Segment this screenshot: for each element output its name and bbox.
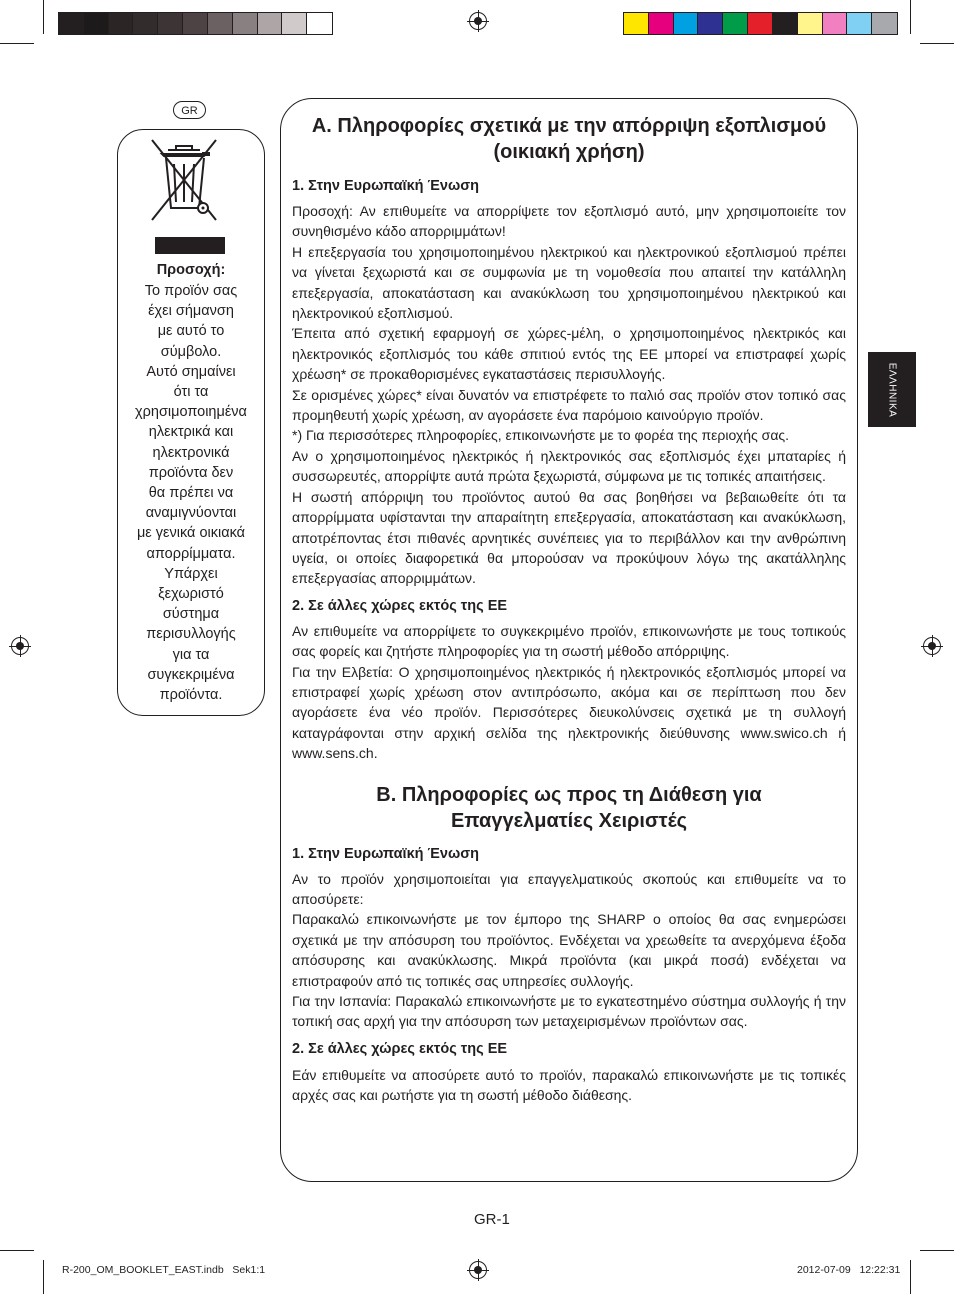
section-a-paragraph: Έπειτα από σχετική εφαρμογή σε χώρες-μέλη, ο χρησιμοποιημένος ηλεκτρικός και ηλεκτρονικός εξοπλισμός του κάθε σπιτιού εντός της ΕΕ μπορεί να επιστραφεί χωρίς χρέωση* σε προκαθορισμένες εγκαταστάσεις περισυλλογής. xyxy=(292,325,846,383)
section-a-paragraph: Αν ο χρησιμοποιημένος ηλεκτρικός ή ηλεκτρονικός σας εξοπλισμός έχει μπαταρίες ή συσσωρευτές, απορρίψτε αυτά πρώτα ξεχωριστά, σύμφωνα με τις τοπικές απαιτήσεις. xyxy=(292,447,846,485)
crop-mark xyxy=(43,1260,44,1294)
warning-line: Το προϊόν σας xyxy=(144,283,238,299)
color-swatch xyxy=(208,13,233,34)
print-slug-date: 2012-07-09 12:22:31 xyxy=(797,1264,901,1276)
section-a-subheading-eu: 1. Στην Ευρωπαϊκή Ένωση xyxy=(292,178,479,194)
section-b-paragraph: Για την Ισπανία: Παρακαλώ επικοινωνήστε με το εγκατεστημένο σύστημα συλλογής ή την τοπική σας αρχή για την απόσυρση των μεταχειρισμένων προϊόντων σας. xyxy=(292,993,846,1030)
color-swatch xyxy=(649,13,674,34)
grayscale-color-bar xyxy=(58,12,333,35)
warning-line: ηλεκτρονικά xyxy=(152,444,230,461)
registration-mark-icon xyxy=(11,637,29,655)
warning-line: χρησιμοποιημένα xyxy=(135,404,247,421)
section-a-title: A. Πληροφορίες σχετικά με την απόρριψη εξοπλισμού (οικιακή χρήση) xyxy=(311,115,827,163)
warning-line: απορρίμματα. xyxy=(146,545,236,562)
section-a-paragraph: Η επεξεργασία του χρησιμοποιημένου ηλεκτρικού και ηλεκτρονικού εξοπλισμού πρέπει να γίνεται ξεχωριστά και σε συμφωνία με τη νομοθεσία που απαιτεί την κατάλληλη επεξεργασία, αποκατάσταση και ανακύκλωση του χρησιμοποιημένου ηλεκτρικού και ηλεκτρονικού εξοπλισμού. xyxy=(292,243,846,322)
section-a-paragraph: Η σωστή απόρριψη του προϊόντος αυτού θα σας βοηθήσει να βεβαιωθείτε ότι τα απορρίμματα υφίστανται την απαραίτητη επεξεργασία, αποκατάσταση και ανακύκλωση, αποτρέποντας έτσι πιθανές αρνητικές συνέπειες για το περιβάλλον και την ανθρώπινη υγεία, οι οποίες διαφορετικά θα μπορούσαν να προκύψουν λόγω της ακατάλληλης επεξεργασίας απορριμμάτων. xyxy=(292,488,846,587)
disposal-info-content xyxy=(292,112,846,1106)
color-swatch xyxy=(282,13,307,34)
section-a-footnote: *) Για περισσότερες πληροφορίες, επικοινωνήστε με το φορέα της περιοχής σας. xyxy=(292,427,790,444)
warning-line: συγκεκριμένα xyxy=(147,666,235,683)
warning-line: Αυτό σημαίνει xyxy=(146,363,236,380)
color-swatch xyxy=(847,13,872,34)
warning-title: Προσοχή: xyxy=(156,262,226,278)
print-slug-file: R-200_OM_BOOKLET_EAST.indb Sek1:1 xyxy=(62,1264,266,1276)
section-b-paragraph: Εάν επιθυμείτε να αποσύρετε αυτό το προϊόν, παρακαλώ επικοινωνήστε με τις τοπικές αρχές σας και ρωτήστε για τη σωστή μέθοδο διάθεσης. xyxy=(292,1066,846,1104)
warning-line: ξεχωριστό xyxy=(158,586,224,603)
side-tab-label: ΕΛΛΗΝΙΚΑ xyxy=(886,362,898,417)
warning-line: Υπάρχει xyxy=(164,565,218,582)
crop-mark xyxy=(910,0,911,34)
color-swatch xyxy=(84,13,109,34)
color-swatch xyxy=(698,13,723,34)
warning-line: με αυτό το xyxy=(157,323,225,340)
color-swatch xyxy=(307,13,332,34)
crop-mark xyxy=(0,1250,34,1251)
warning-line: προϊόντα δεν xyxy=(148,464,234,481)
warning-line: για τα xyxy=(172,646,210,663)
warning-line: προϊόντα. xyxy=(159,687,223,704)
language-side-tab xyxy=(868,352,916,427)
color-swatch xyxy=(872,13,897,34)
color-swatch xyxy=(109,13,134,34)
registration-mark-icon xyxy=(469,1261,487,1279)
warning-line: περισυλλογής xyxy=(146,626,236,643)
color-swatch xyxy=(59,13,84,34)
crop-mark xyxy=(920,43,954,44)
crossed-out-wheelie-bin-icon xyxy=(146,138,222,228)
color-swatch xyxy=(798,13,823,34)
color-swatch xyxy=(773,13,798,34)
color-swatch xyxy=(233,13,258,34)
warning-line: ότι τα xyxy=(173,384,209,401)
section-b-subheading-eu: 1. Στην Ευρωπαϊκή Ένωση xyxy=(292,845,479,862)
warning-line: θα πρέπει να xyxy=(148,485,234,502)
warning-text xyxy=(120,281,262,705)
color-swatch xyxy=(183,13,208,34)
section-a-paragraph: Για την Ελβετία: Ο χρησιμοποιημένος ηλεκτρικός ή ηλεκτρονικός εξοπλισμός μπορεί να επιστραφεί χωρίς χρέωση στον αντιπρόσωπο, ακόμα και σε περίπτωση που δεν αγοράσετε ένα νέο προϊόν. Περισσότερες διευκολύνσεις σχετικά με τη συλλογή καταγράφονται στην αρχική σελίδα της ηλεκτρονικής διεύθυνσης www.swico.ch ή www.sens.ch. xyxy=(292,663,846,762)
crop-mark xyxy=(920,1250,954,1251)
registration-mark-icon xyxy=(469,12,487,30)
section-a-paragraph: Προσοχή: Αν επιθυμείτε να απορρίψετε τον εξοπλισμό αυτό, μην χρησιμοποιείτε τον συνηθισμένο κάδο απορριμμάτων! xyxy=(292,203,846,240)
section-b-paragraph: Παρακαλώ επικοινωνήστε με τον έμπορο της SHARP ο οποίος θα σας ενημερώσει σχετικά με την απόσυρση του προϊόντος. Ενδέχεται να χρεωθείτε τα ανερχόμενα έξοδα απόσυρσης και ανακύκλωσης. Μικρά προϊόντα (και μικρά ποσά) ενδέχεται να επιστραφούν από τις τοπικές σας υπηρεσίες συλλογής. xyxy=(292,911,846,989)
black-bar xyxy=(155,237,225,254)
section-b-subheading-non-eu: 2. Σε άλλες χώρες εκτός της ΕΕ xyxy=(292,1040,508,1057)
color-swatch xyxy=(823,13,848,34)
color-swatch xyxy=(624,13,649,34)
warning-line: σύμβολο. xyxy=(160,343,222,360)
section-a-paragraph: Αν επιθυμείτε να απορρίψετε το συγκεκριμένο προϊόν, επικοινωνήστε με τους τοπικούς σας φορείς και ζητήστε πληροφορίες για τη σωστή μέθοδο απόρριψης. xyxy=(292,622,846,660)
registration-mark-icon xyxy=(923,637,941,655)
language-badge: GR xyxy=(173,101,206,119)
color-swatch xyxy=(723,13,748,34)
warning-line: αναμιγνύονται xyxy=(145,505,237,522)
color-swatch xyxy=(133,13,158,34)
warning-line: ηλεκτρικά και xyxy=(148,424,234,441)
crop-mark xyxy=(43,0,44,34)
warning-line: με γενικά οικιακά xyxy=(136,525,246,542)
process-color-bar xyxy=(623,12,898,35)
color-swatch xyxy=(158,13,183,34)
warning-line: σύστημα xyxy=(162,606,220,623)
color-swatch xyxy=(674,13,699,34)
page-number: GR-1 xyxy=(474,1211,510,1228)
section-a-paragraph: Σε ορισμένες χώρες* είναι δυνατόν να επιστρέφετε το παλιό σας προϊόν στον τοπικό σας προμηθευτή χωρίς χρέωση, αν αγοράσετε ένα παρόμοιο καινούργιο προϊόν. xyxy=(292,386,846,424)
section-b-title: B. Πληροφορίες ως προς τη Διάθεση για Επαγγελματίες Χειριστές xyxy=(376,783,762,832)
color-swatch xyxy=(258,13,283,34)
crop-mark xyxy=(0,43,34,44)
color-swatch xyxy=(748,13,773,34)
warning-line: έχει σήμανση xyxy=(148,303,234,320)
crop-mark xyxy=(910,1260,911,1294)
section-b-paragraph: Αν το προϊόν χρησιμοποιείται για επαγγελματικούς σκοπούς και επιθυμείτε να το αποσύρετε: xyxy=(292,870,846,907)
section-a-subheading-non-eu: 2. Σε άλλες χώρες εκτός της ΕΕ xyxy=(292,597,508,614)
